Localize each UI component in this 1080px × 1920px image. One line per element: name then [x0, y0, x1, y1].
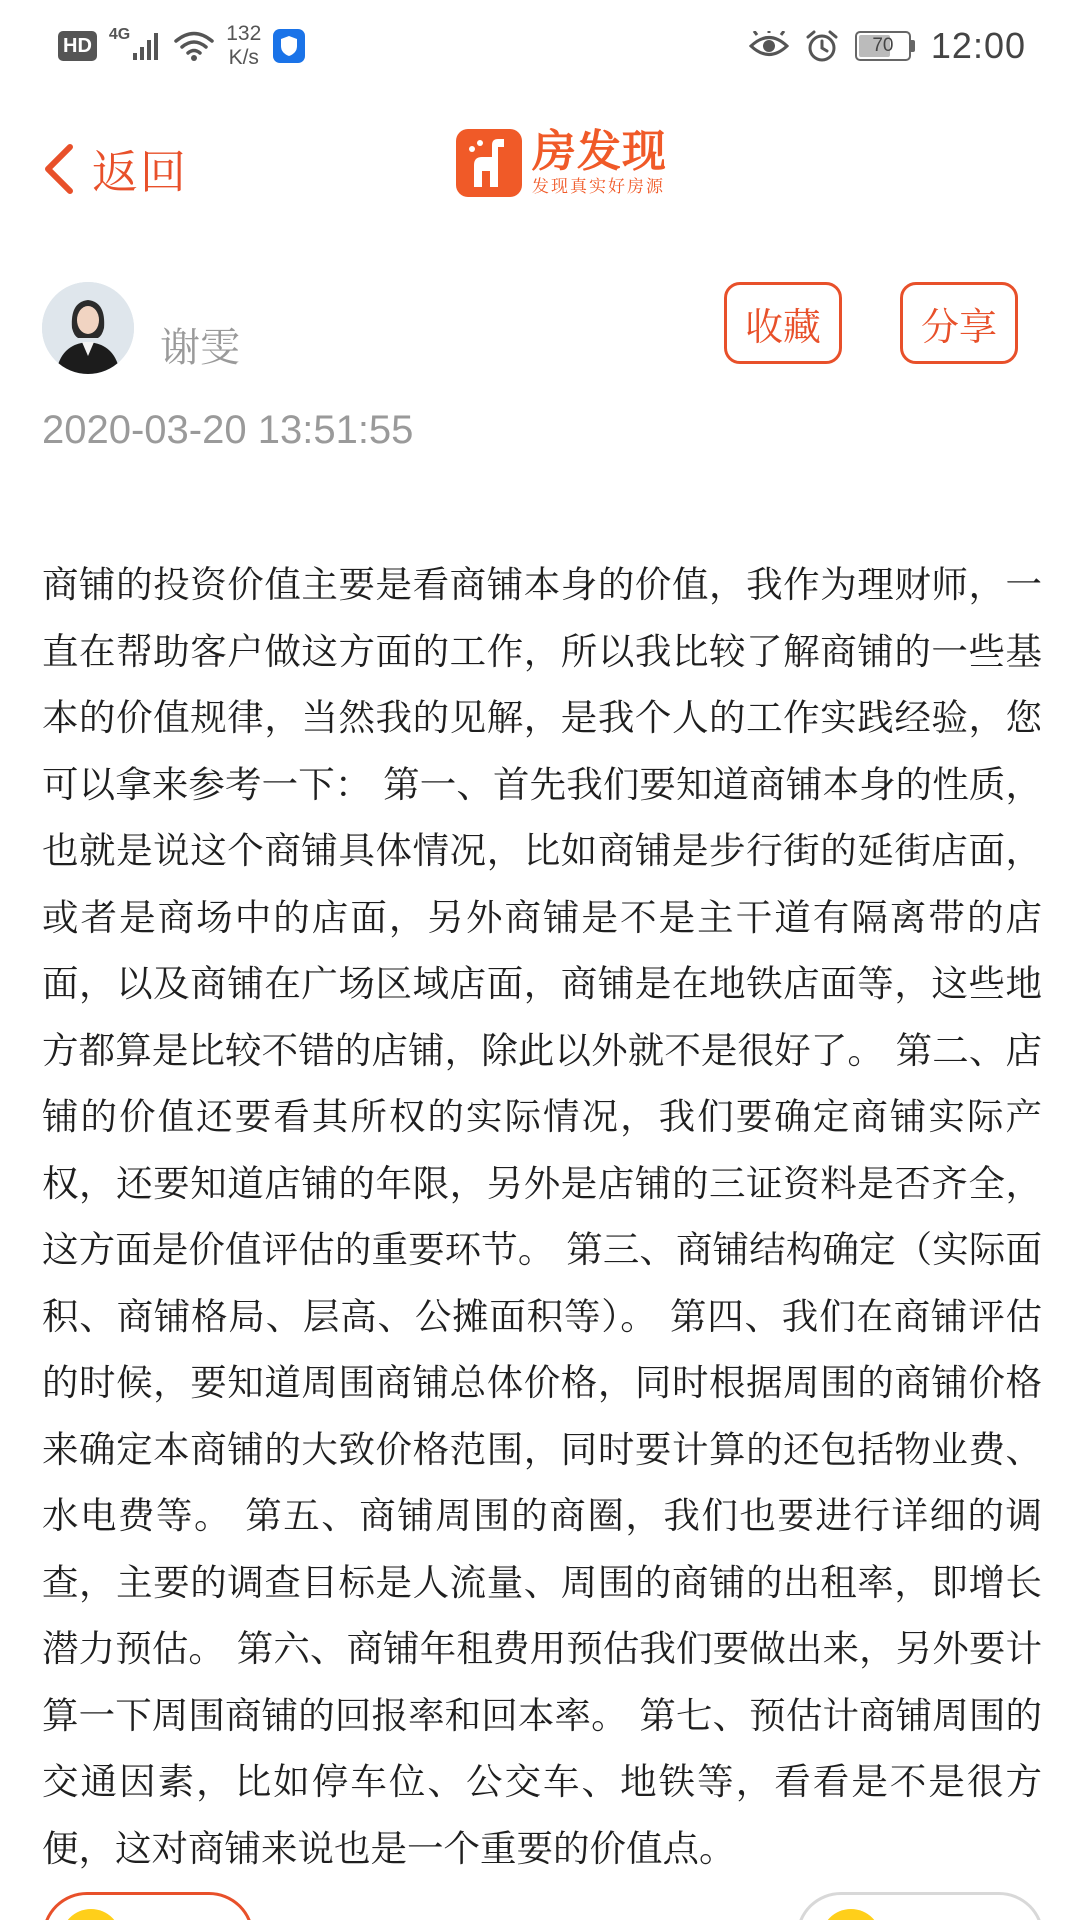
- status-right: [749, 22, 1026, 70]
- logo-text: [532, 128, 667, 198]
- status-left: [58, 24, 305, 68]
- bottom-left-action-button[interactable]: [42, 1892, 254, 1920]
- bottom-right-action-button[interactable]: [796, 1892, 1044, 1920]
- app-logo: [456, 128, 667, 198]
- article-body: 商铺的投资价值主要是看商铺本身的价值，我作为理财师，一直在帮助客户做这方面的工作，所以我比较了解商铺的一些基本的价值规律，当然我的见解，是我个人的工作实践经验，您可以拿来参考一下： 第一、首先我们要知道商铺本身的性质，也就是说这个商铺具体情况，比如商铺是步行街的延街店面，或者是商场中的店面，另外商铺是不是主干道有隔离带的店面，以及商铺在广场区域店面，商铺是在地铁店面等，这些地方都算是比较不错的店铺，除此以外就不是很好了。 第二、店铺的价值还要看其所权的实际情况，我们要确定商铺实际产权，还要知道店铺的年限，另外是店铺的三证资料是否齐全，这方面是价值评估的重要环节。 第三、商铺结构确定（实际面积、商铺格局、层高、公摊面积等）。 第四、我们在商铺评估的时候，要知道周围商铺总体价格，同时根据周围的商铺价格来确定本商铺的大致价格范围，同时要计算的还包括物业费、水电费等。 第五、商铺周围的商圈，我们也要进行详细的调查，主要的调查目标是人流量、周围的商铺的出租率，即增长潜力预估。 第六、商铺年租费用预估我们要做出来，另外要计算一下周围商铺的回报率和回本率。 第七、预估计商铺周围的交通因素，比如停车位、公交车、地铁等，看看是不是很方便，这对商铺来说也是一个重要的价值点。: [42, 563, 1042, 1870]
- signal-icon: [132, 31, 162, 61]
- network-speed: [226, 22, 261, 70]
- back-label: 返回: [92, 145, 188, 199]
- nav-bar: [0, 110, 1080, 220]
- logo-name: 房发现: [532, 126, 667, 177]
- back-button[interactable]: [42, 136, 188, 202]
- avatar[interactable]: [42, 282, 134, 374]
- giraffe-logo-icon: [456, 129, 522, 197]
- network-type: 4G: [108, 26, 131, 43]
- eye-icon: [749, 31, 789, 61]
- back-arrow-icon: [42, 143, 74, 195]
- battery-body: [855, 31, 911, 61]
- hd-badge: HD: [58, 31, 97, 61]
- share-button[interactable]: 分享: [900, 282, 1018, 364]
- author-name: 谢雯: [160, 325, 240, 371]
- alarm-icon: [805, 29, 839, 63]
- author-row: [42, 280, 1042, 376]
- action-icon: [61, 1909, 121, 1920]
- collect-button[interactable]: 收藏: [724, 282, 842, 364]
- clock: 12:00: [930, 25, 1026, 66]
- post-time: 2020-03-20 13:51:55: [42, 408, 414, 452]
- speed-unit: K/s: [228, 46, 259, 69]
- battery-tip: [911, 40, 915, 52]
- battery-level-text: 70: [872, 35, 894, 56]
- speed-value: 132: [226, 22, 262, 45]
- wifi-icon: [174, 30, 214, 62]
- action-icon: [821, 1909, 881, 1920]
- shield-icon: [273, 29, 305, 63]
- logo-slogan: 发现真实好房源: [532, 177, 665, 197]
- status-bar: [0, 0, 1080, 92]
- battery-icon: [855, 31, 915, 61]
